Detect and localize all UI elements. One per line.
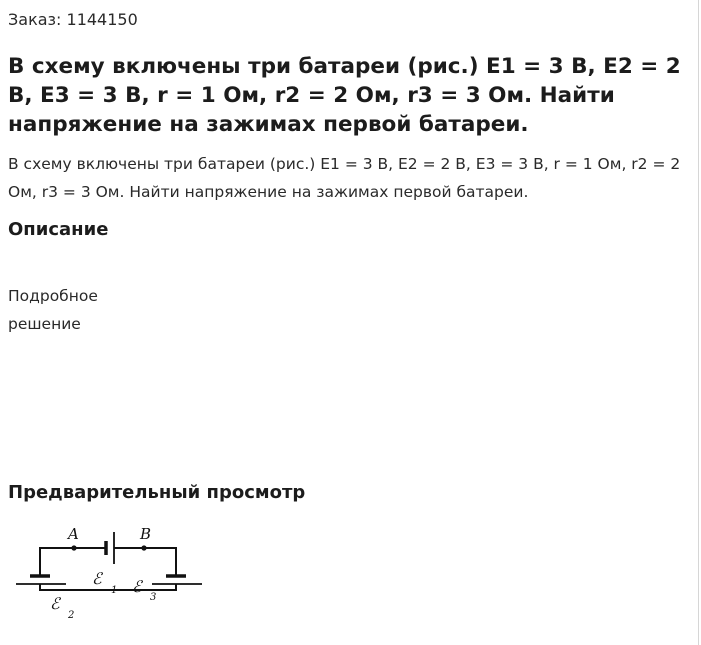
description-text: Подробное решение (8, 287, 98, 333)
node-a-dot (71, 545, 76, 550)
battery-2 (16, 576, 66, 584)
node-b-dot (141, 545, 146, 550)
order-number: Заказ: 1144150 (8, 10, 138, 29)
preview-heading: Предварительный просмотр (8, 482, 306, 503)
emf2-symbol: ℰ (50, 594, 60, 613)
node-b-label: B (140, 525, 152, 543)
emf3-symbol: ℰ (132, 577, 142, 596)
battery-1 (106, 532, 114, 564)
node-a-label: A (68, 525, 79, 543)
problem-text: В схему включены три батареи (рис.) E1 = 3 В, E2 = 2 В, E3 = 3 В, r = 1 Ом, r2 = 2 Ом, r3 = 3 Ом. Найти напряжение на зажимах первой батареи. (8, 155, 681, 201)
emf3-subscript: 3 (150, 592, 157, 603)
wire-bottom (40, 584, 176, 590)
emf1-subscript: 1 (111, 585, 118, 596)
wire-top-right (114, 548, 176, 576)
emf1-symbol: ℰ (92, 569, 102, 588)
page-title: В схему включены три батареи (рис.) E1 = 3 В, E2 = 2 В, E3 = 3 В, r = 1 Ом, r2 = 2 Ом, r3 = 3 Ом. Найти напряжение на зажимах первой батареи. (8, 54, 681, 137)
right-divider (698, 0, 699, 645)
circuit-diagram (8, 518, 218, 628)
emf2-subscript: 2 (68, 610, 75, 621)
description-heading: Описание (8, 219, 109, 240)
battery-3 (152, 576, 202, 584)
